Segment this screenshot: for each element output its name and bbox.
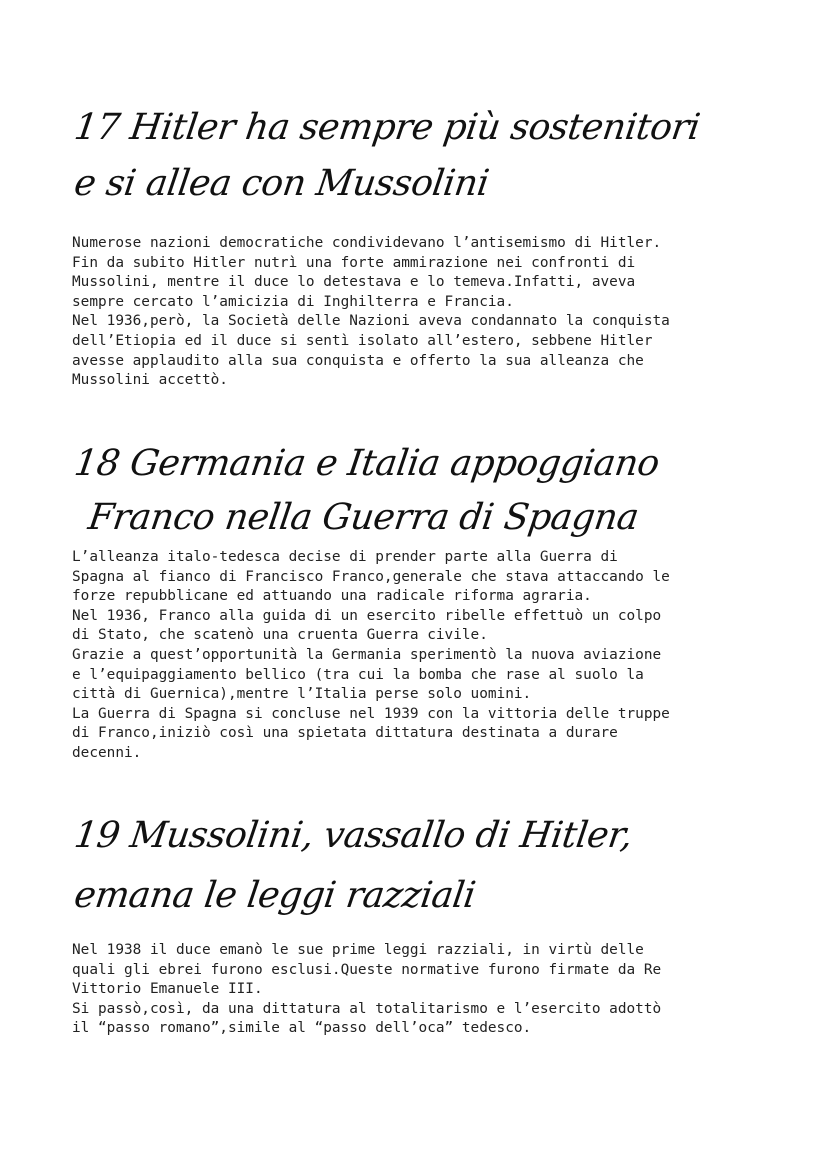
body-line: di Stato, che scatenò una cruenta Guerra civile. — [72, 627, 488, 644]
body-line: Numerose nazioni democratiche condividevano l’antisemismo di Hitler. — [72, 235, 662, 251]
body-line: Spagna al fianco di Francisco Franco,generale che stava attaccando le — [72, 568, 670, 585]
section-18-heading-line-1: 18 Germania e Italia appoggiano — [71, 443, 662, 484]
section-19-body — [72, 941, 762, 1039]
body-line: dell’Etiopia ed il duce si sentì isolato all’estero, sebbene Hitler — [72, 332, 653, 349]
body-line: forze repubblicane ed attuando una radicale riforma agraria. — [72, 588, 592, 605]
body-line: Nel 1936, Franco alla guida di un esercito ribelle effettuò un colpo — [72, 607, 662, 624]
body-line: quali gli ebrei furono esclusi.Queste normative furono firmate da Re — [72, 961, 662, 978]
section-17-body — [72, 234, 762, 391]
body-line: di Franco,iniziò così una spietata dittatura destinata a durare — [72, 725, 618, 742]
section-18-heading-line-2: Franco nella Guerra di Spagna — [85, 497, 641, 538]
body-line: Vittorio Emanuele III. — [72, 981, 263, 998]
body-line: Grazie a quest’opportunità la Germania sperimentò la nuova aviazione — [72, 646, 662, 663]
body-line: Nel 1938 il duce emanò le sue prime leggi razziali, in virtù delle — [72, 942, 644, 958]
section-18-body — [72, 548, 762, 764]
section-17-heading-line-1: 17 Hitler ha sempre più sostenitori — [71, 107, 703, 148]
section-19-heading-line-1: 19 Mussolini, vassallo di Hitler, — [71, 815, 635, 856]
section-19-heading-line-2: emana le leggi razziali — [71, 875, 478, 916]
section-17-heading-line-2: e si allea con Mussolini — [71, 163, 492, 204]
body-line: Fin da subito Hitler nutrì una forte ammirazione nei confronti di — [72, 254, 636, 271]
body-line: il “passo romano”,simile al “passo dell’oca” tedesco. — [72, 1020, 532, 1037]
body-line: città di Guernica),mentre l’Italia perse solo uomini. — [72, 686, 532, 703]
body-line: e l’equipaggiamento bellico (tra cui la bomba che rase al suolo la — [72, 666, 644, 683]
body-line: L’alleanza italo-tedesca decise di prender parte alla Guerra di — [72, 549, 618, 565]
body-line: Mussolini, mentre il duce lo detestava e lo temeva.Infatti, aveva — [72, 274, 636, 291]
body-line: Mussolini accettò. — [72, 372, 228, 389]
body-line: decenni. — [72, 744, 142, 761]
body-line: avesse applaudito alla sua conquista e offerto la sua alleanza che — [72, 352, 644, 369]
body-line: Nel 1936,però, la Società delle Nazioni aveva condannato la conquista — [72, 313, 670, 330]
body-line: La Guerra di Spagna si concluse nel 1939 con la vittoria delle truppe — [72, 705, 670, 722]
body-line: Si passò,così, da una dittatura al totalitarismo e l’esercito adottò — [72, 1000, 662, 1017]
body-line: sempre cercato l’amicizia di Inghilterra e Francia. — [72, 293, 514, 310]
